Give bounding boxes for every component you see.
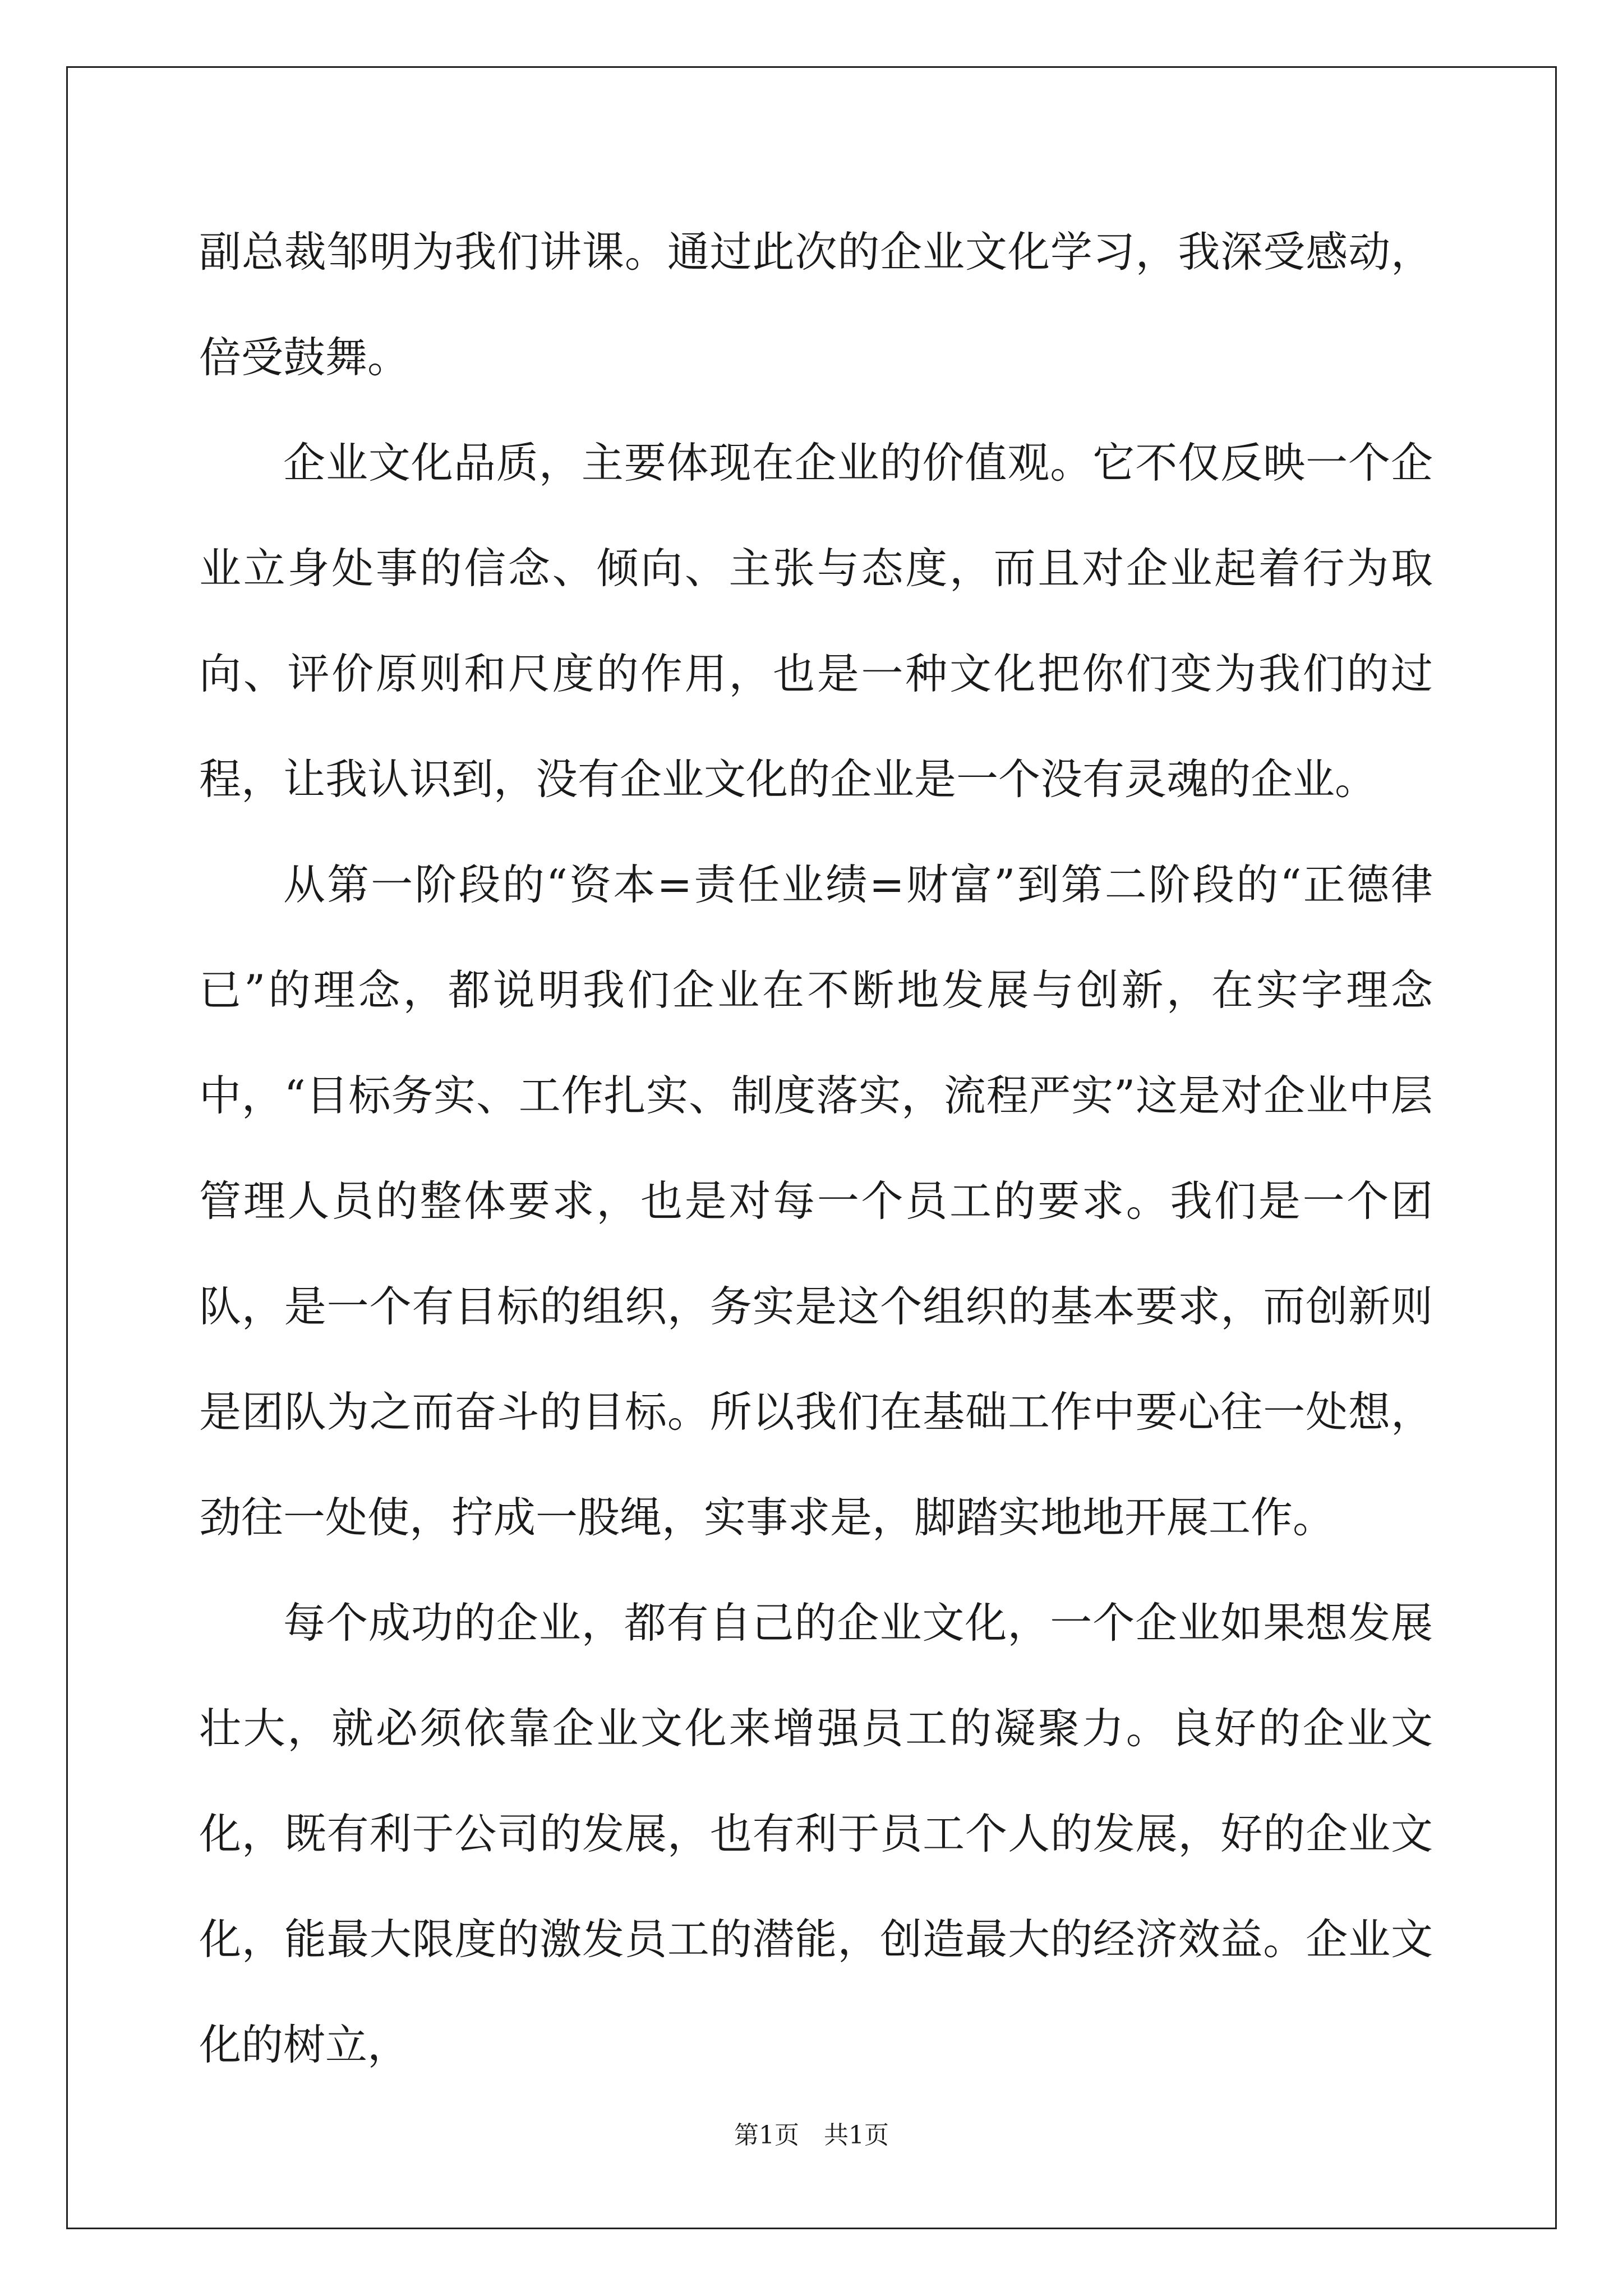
document-body [199, 199, 1433, 2097]
paragraph-2: 企业文化品质，主要体现在企业的价值观。它不仅反映一个企业立身处事的信念、倾向、主张与态度，而且对企业起着行为取向、评价原则和尺度的作用，也是一种文化把你们变为我们的过程，让我认识到，没有企业文化的企业是一个没有灵魂的企业。 [199, 438, 1433, 804]
page-footer [0, 2115, 1623, 2151]
paragraph-3: 从第一阶段的“资本=责任业绩=财富”到第二阶段的“正德律已”的理念，都说明我们企业在不断地发展与创新，在实字理念中，“目标务实、工作扎实、制度落实，流程严实”这是对企业中层管理人员的整体要求，也是对每一个员工的要求。我们是一个团队，是一个有目标的组织，务实是这个组织的基本要求，而创新则是团队为之而奋斗的目标。所以我们在基础工作中要心往一处想，劲往一处使，拧成一股绳，实事求是，脚踏实地地开展工作。 [199, 860, 1433, 1542]
paragraph-1: 副总裁邹明为我们讲课。通过此次的企业文化学习，我深受感动，倍受鼓舞。 [199, 227, 1433, 382]
page-number-label: 第1页 共1页 [734, 2121, 889, 2150]
paragraph-4: 每个成功的企业，都有自己的企业文化，一个企业如果想发展壮大，就必须依靠企业文化来增强员工的凝聚力。良好的企业文化，既有利于公司的发展，也有利于员工个人的发展，好的企业文化，能最大限度的激发员工的潜能，创造最大的经济效益。企业文化的树立， [199, 1598, 1433, 2069]
